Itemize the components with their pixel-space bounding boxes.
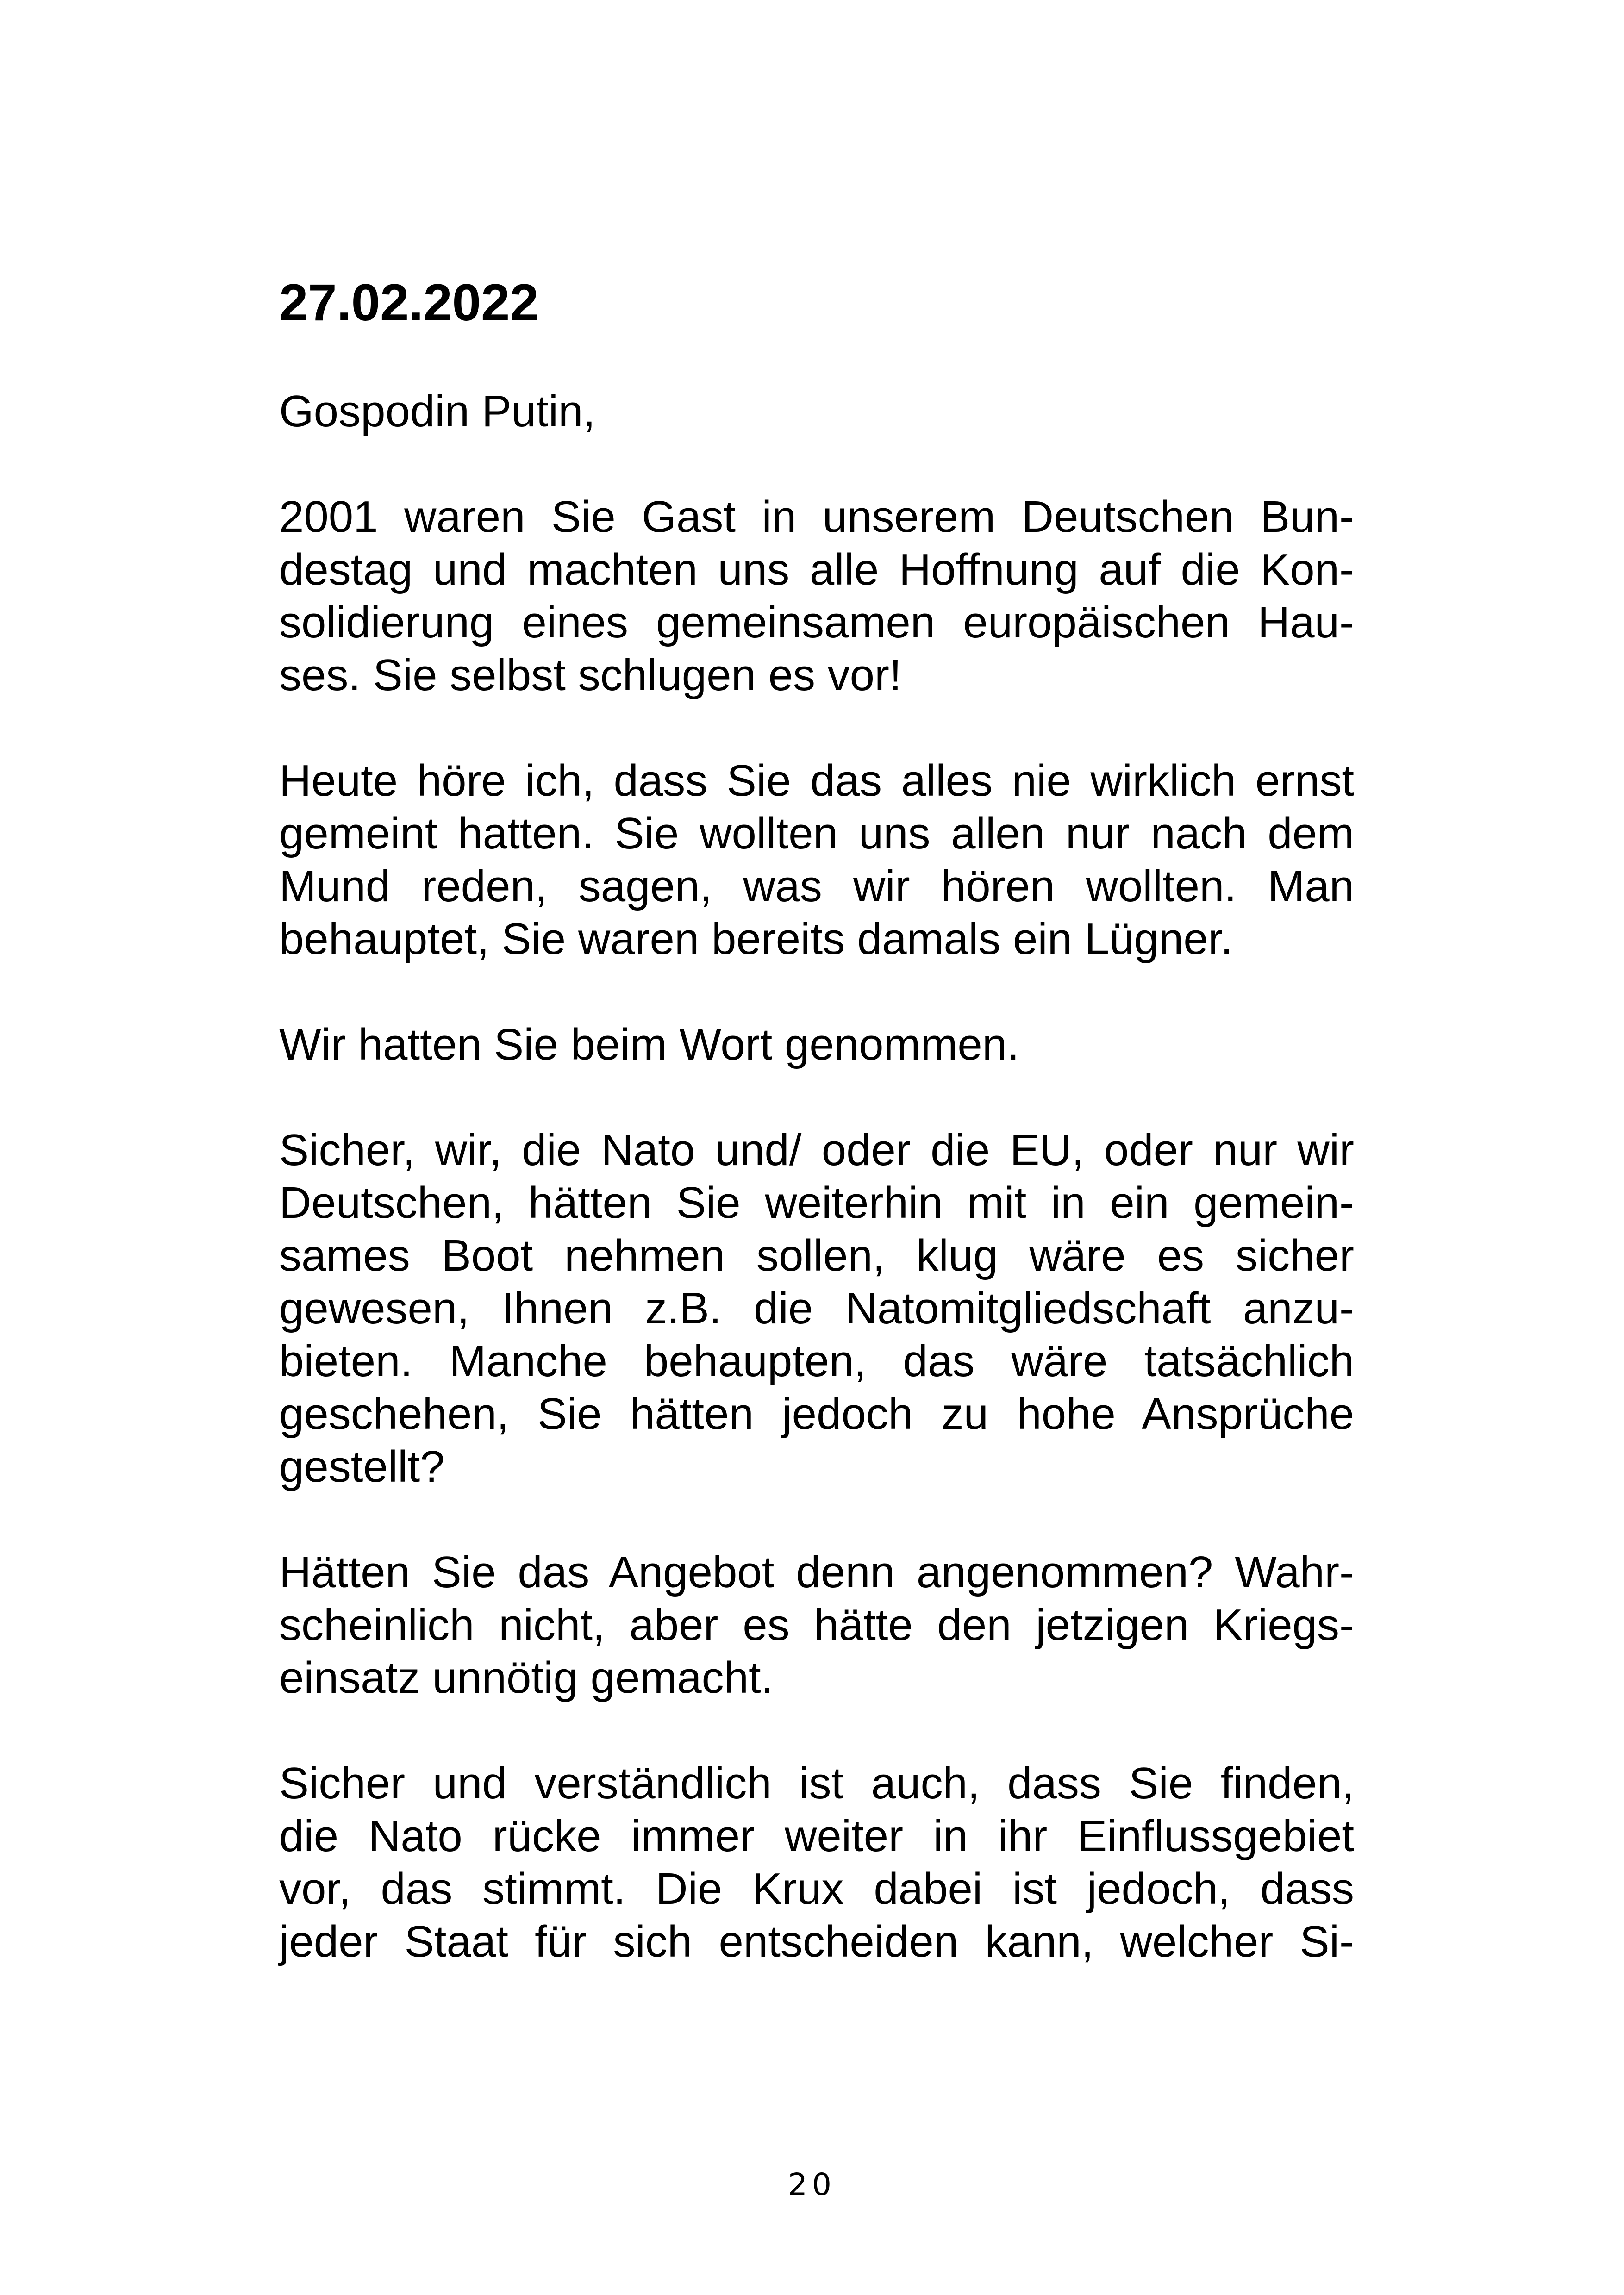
text-line: ses. Sie selbst schlugen es vor! [279, 650, 902, 700]
text-line: geschehen, Sie hätten jedoch zu hohe Ansprüche [279, 1389, 1354, 1439]
paragraph-6 [279, 1757, 1354, 1968]
text-line: jeder Staat für sich entscheiden kann, welcher Si- [279, 1917, 1354, 1966]
text-line: einsatz unnötig gemacht. [279, 1653, 774, 1703]
text-line: gestellt? [279, 1442, 445, 1491]
text-line: gewesen, Ihnen z.B. die Natomitgliedschaft anzu- [279, 1284, 1354, 1333]
letter-body [279, 273, 1354, 2021]
text-line: die Nato rücke immer weiter in ihr Einflussgebiet [279, 1811, 1354, 1861]
text-line: solidierung eines gemeinsamen europäischen Hau- [279, 598, 1354, 647]
text-line: gemeint hatten. Sie wollten uns allen nur nach dem [279, 809, 1354, 858]
text-line: Heute höre ich, dass Sie das alles nie wirklich ernst [279, 756, 1354, 805]
paragraph-4 [279, 1124, 1354, 1493]
greeting [279, 385, 1354, 438]
text-line: behauptet, Sie waren bereits damals ein Lügner. [279, 914, 1233, 964]
text-line: scheinlich nicht, aber es hätte den jetzigen Kriegs- [279, 1600, 1354, 1650]
text-line: 2001 waren Sie Gast in unserem Deutschen Bun- [279, 492, 1354, 542]
text-line: sames Boot nehmen sollen, klug wäre es sicher [279, 1231, 1354, 1280]
text-line: Sicher und verständlich ist auch, dass Sie finden, [279, 1759, 1354, 1808]
text-line: Mund reden, sagen, was wir hören wollten. Man [279, 861, 1354, 911]
text-line: bieten. Manche behaupten, das wäre tatsächlich [279, 1336, 1354, 1386]
paragraph-2 [279, 755, 1354, 966]
paragraph-5 [279, 1546, 1354, 1704]
text-line: Deutschen, hätten Sie weiterhin mit in ein gemein- [279, 1178, 1354, 1228]
text-line: Wir hatten Sie beim Wort genommen. [279, 1020, 1019, 1069]
text-line: destag und machten uns alle Hoffnung auf die Kon- [279, 545, 1354, 594]
paragraph-1 [279, 491, 1354, 702]
page-number: 20 [788, 2167, 836, 2202]
text-line: vor, das stimmt. Die Krux dabei ist jedoch, dass [279, 1864, 1354, 1914]
text-line: Hätten Sie das Angebot denn angenommen? Wahr- [279, 1547, 1354, 1597]
date-heading: 27.02.2022 [279, 274, 539, 331]
greeting-line: Gospodin Putin, [279, 387, 596, 436]
paragraph-3 [279, 1018, 1354, 1071]
text-line: Sicher, wir, die Nato und/ oder die EU, oder nur wir [279, 1125, 1354, 1175]
